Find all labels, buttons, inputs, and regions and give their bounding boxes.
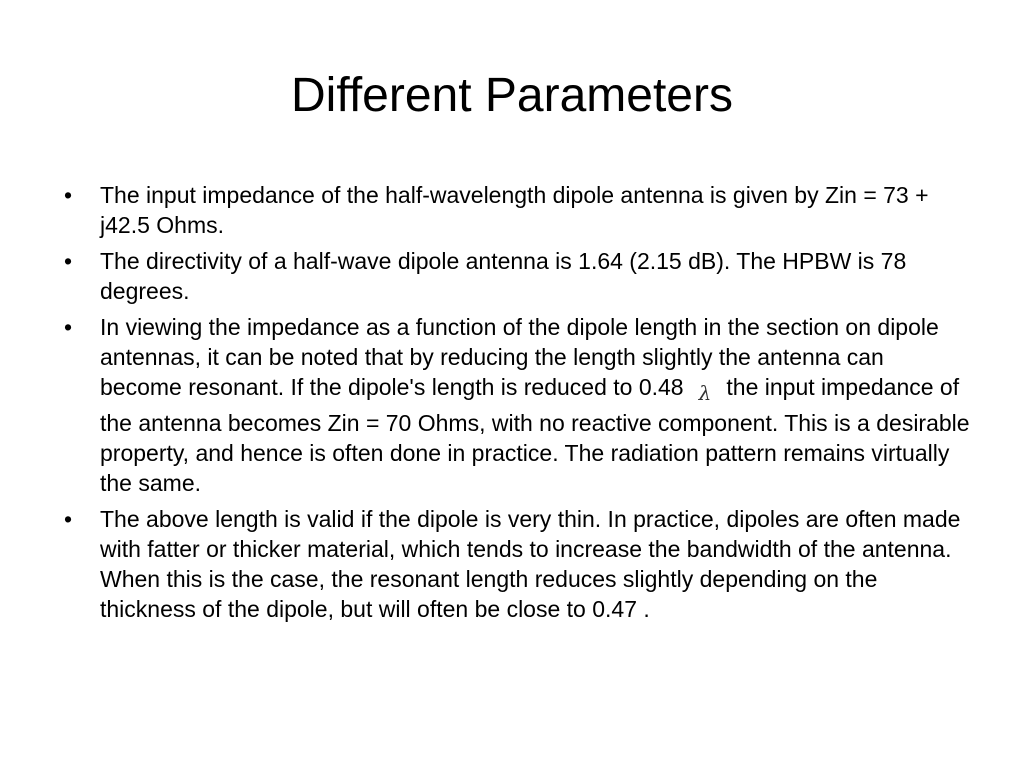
bullet-dot-icon: • (63, 314, 73, 340)
slide-title: Different Parameters (291, 69, 733, 122)
bullet-text: The above length is valid if the dipole is very thin. In practice, dipoles are often made with fatter or thicker material, which tends to increase the bandwidth of the antenna. When this is the case, the resonant length reduces slightly depending on the thickness of the dipole, but will often be close to 0.47 . (100, 506, 961, 622)
bullet-item-thickness (58, 504, 970, 624)
bullet-dot-icon: • (63, 506, 73, 532)
bullet-text-before-symbol: In viewing the impedance as a function of the dipole length in the section on dipole antennas, it can be noted that by reducing the length slightly the antenna can become resonant. If the dipole's length is reduced to 0.48 (100, 314, 939, 400)
bullet-item-input-impedance (58, 180, 970, 240)
bullet-list (58, 180, 970, 630)
bullet-text: The input impedance of the half-wavelength dipole antenna is given by Zin = 73 + j42.5 Ohms. (100, 182, 929, 238)
bullet-item-resonance (58, 312, 970, 498)
bullet-dot-icon: • (63, 182, 73, 208)
bullet-item-directivity (58, 246, 970, 306)
bullet-text-after-symbol: the input impedance of the antenna becomes Zin = 70 Ohms, with no reactive component. This is a desirable property, and hence is often done in practice. The radiation pattern remains virtually the same. (100, 374, 970, 496)
bullet-dot-icon: • (63, 248, 73, 274)
lambda-icon: λ (698, 381, 712, 405)
bullet-text: The directivity of a half-wave dipole antenna is 1.64 (2.15 dB). The HPBW is 78 degrees. (100, 248, 907, 304)
